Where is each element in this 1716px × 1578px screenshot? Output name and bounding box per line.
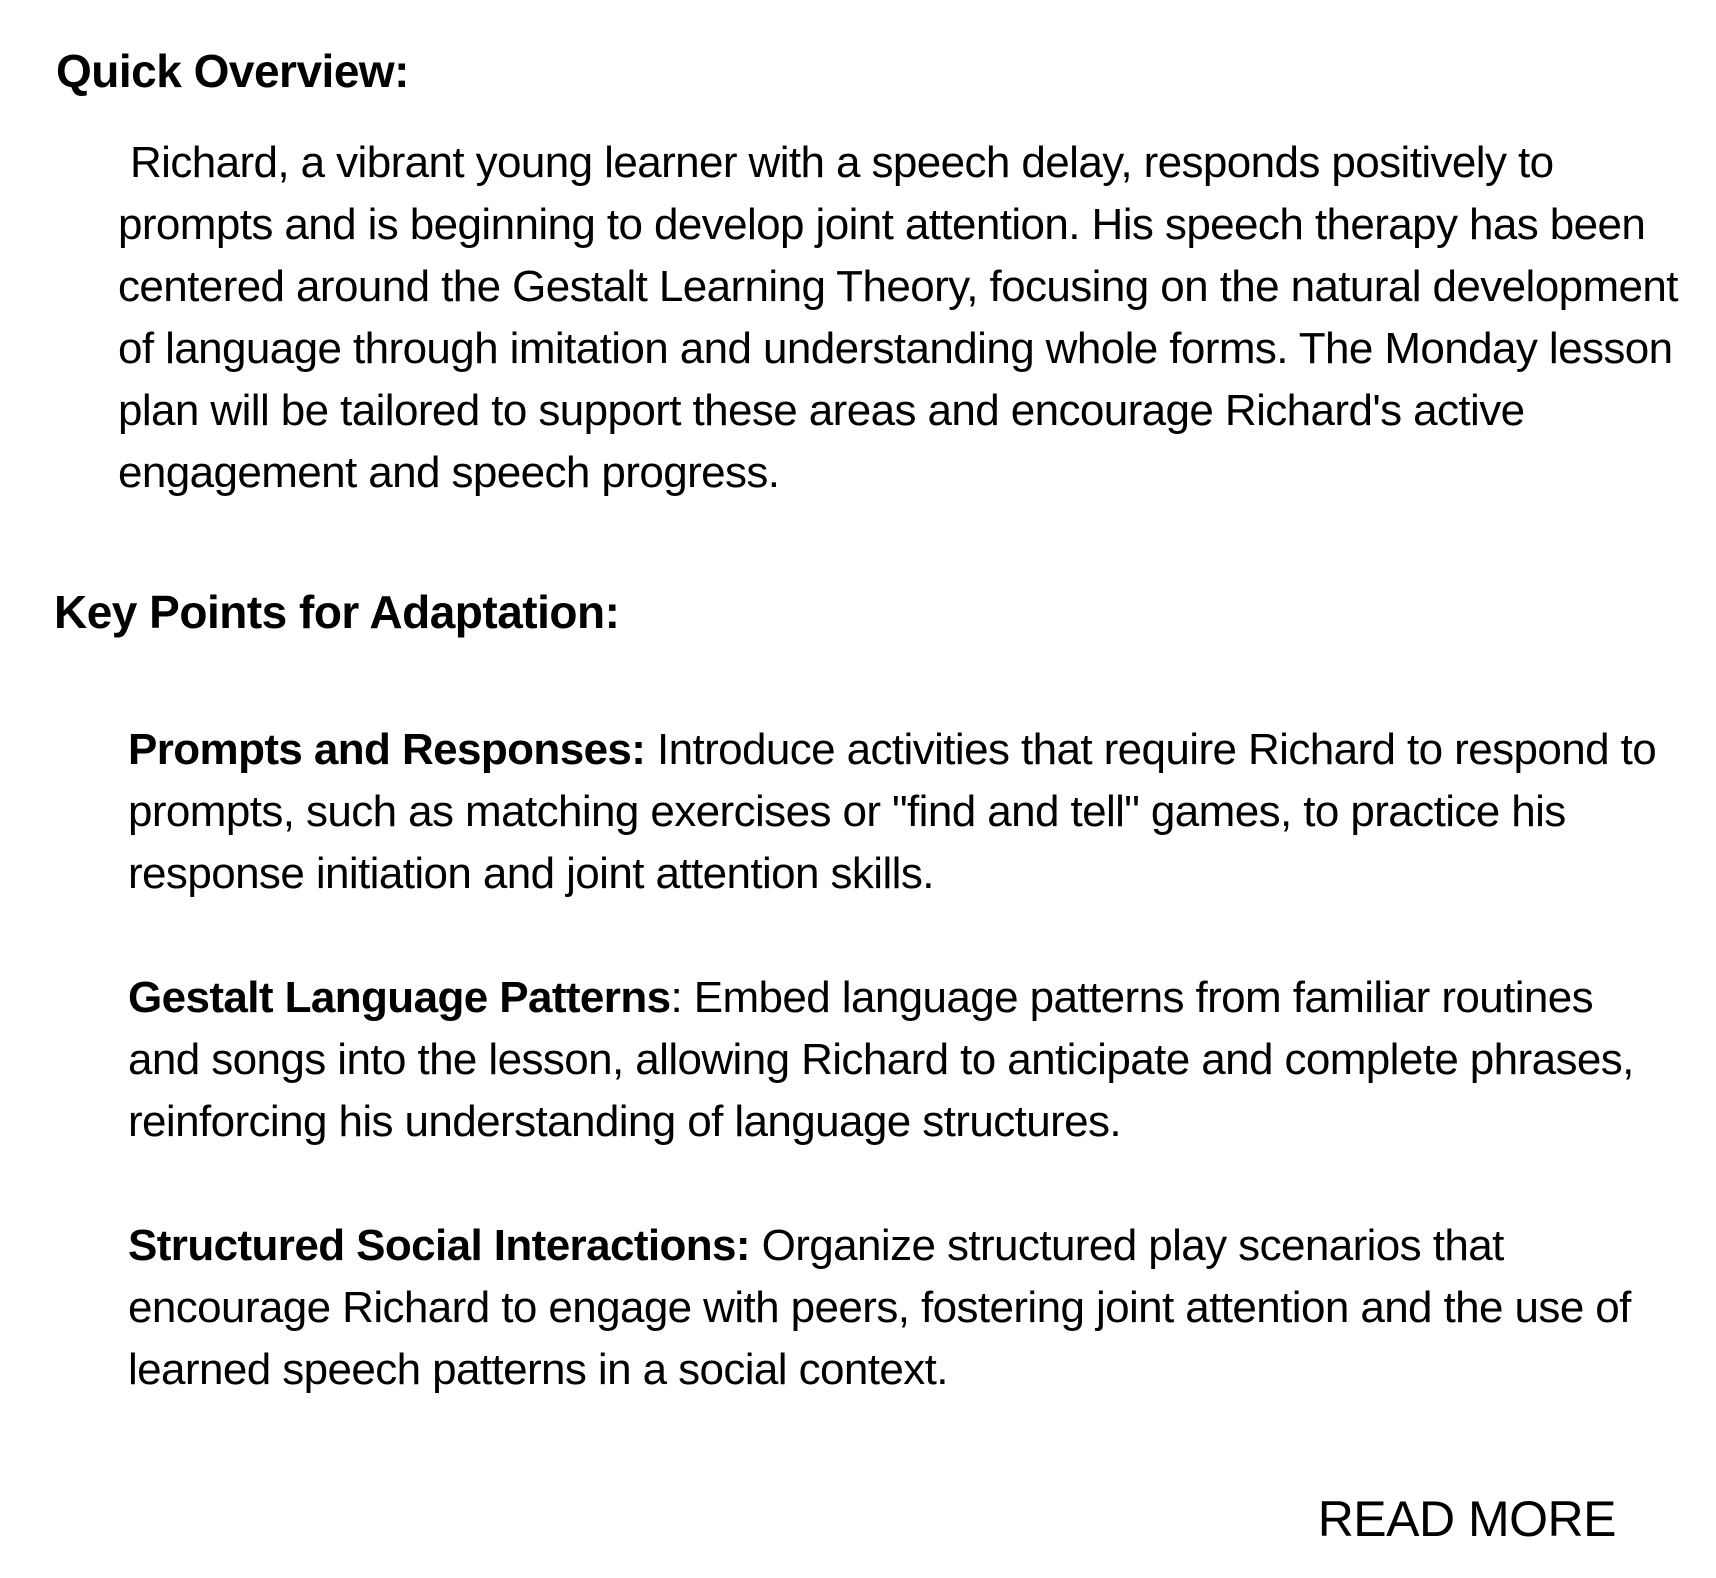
key-point-prompts-responses <box>128 719 1668 905</box>
quick-overview-heading: Quick Overview: <box>56 45 409 97</box>
key-point-gestalt-language <box>128 967 1668 1153</box>
key-point-text: : Embed language patterns from familiar routines and songs into the lesson, allowing Richard to anticipate and complete phrases, reinforcing his understanding of language structures. <box>128 973 1634 1146</box>
key-point-title: Gestalt Language Patterns <box>128 973 671 1022</box>
key-points-heading: Key Points for Adaptation: <box>54 586 620 638</box>
key-point-social-interactions <box>128 1215 1668 1401</box>
key-points-list <box>128 719 1668 1463</box>
read-more-button[interactable]: READ MORE <box>1317 1491 1616 1547</box>
key-point-text: Introduce activities that require Richard to respond to prompts, such as matching exercises or "find and tell" games, to practice his response initiation and joint attention skills. <box>128 725 1657 898</box>
key-point-title: Structured Social Interactions: <box>128 1221 750 1270</box>
key-point-text: Organize structured play scenarios that encourage Richard to engage with peers, fostering joint attention and the use of learned speech patterns in a social context. <box>128 1221 1631 1394</box>
quick-overview-text: Richard, a vibrant young learner with a speech delay, responds positively to prompts and is beginning to develop joint attention. His speech therapy has been centered around the Gestalt Learning Theory, focusing on the natural development of language through imitation and understanding whole forms. The Monday lesson plan will be tailored to support these areas and encourage Richard's active engagement and speech progress. <box>118 138 1678 497</box>
key-point-title: Prompts and Responses: <box>128 725 646 774</box>
